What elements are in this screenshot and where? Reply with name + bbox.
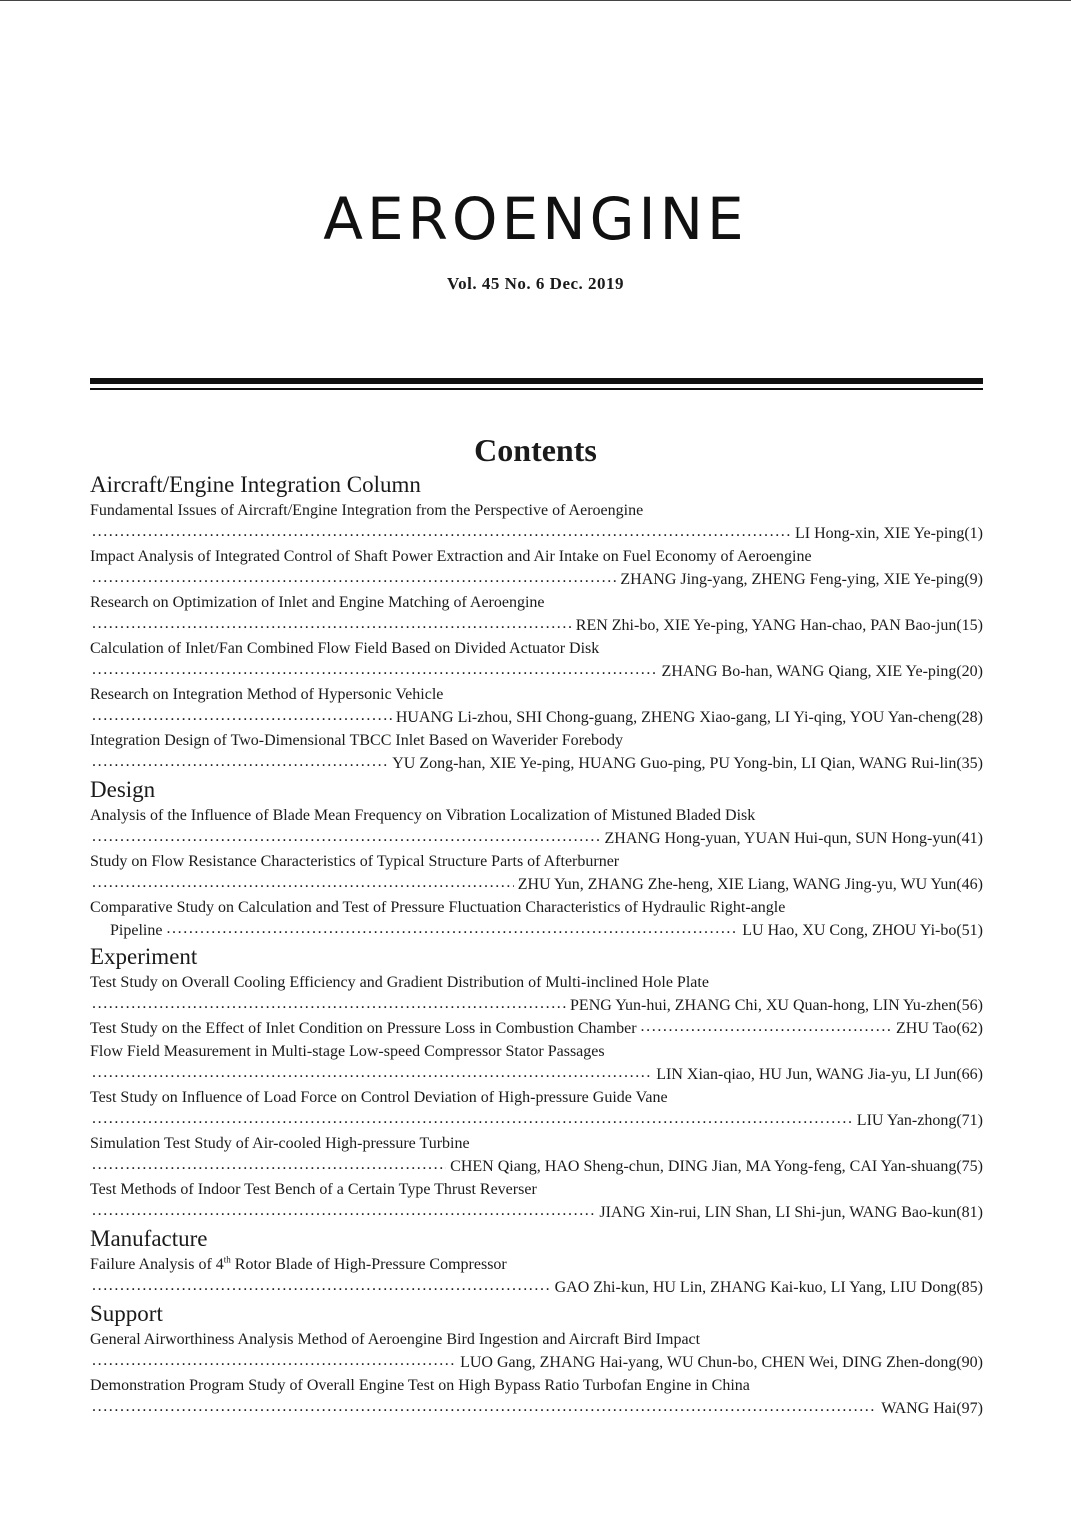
entry-authors: LIN Xian-qiao, HU Jun, WANG Jia-yu, LI Jun: [656, 1066, 957, 1083]
entry-authors: HUANG Li-zhou, SHI Chong-guang, ZHENG Xiao-gang, LI Yi-qing, YOU Yan-cheng: [395, 709, 957, 726]
dot-leader: [92, 660, 658, 683]
entry-authors: LIU Yan-zhong: [856, 1112, 957, 1129]
entry-authors: ZHANG Hong-yuan, YUAN Hui-qun, SUN Hong-yun: [604, 830, 957, 847]
entry-authors-page: [896, 1017, 983, 1040]
dot-leader: [92, 1397, 877, 1420]
journal-name: AEROENGINE: [323, 185, 748, 253]
toc-entry[interactable]: [90, 896, 983, 942]
section-heading: Support: [90, 1301, 163, 1326]
entry-row: [90, 1017, 983, 1040]
entry-authors: LUO Gang, ZHANG Hai-yang, WU Chun-bo, CHEN Wei, DING Zhen-dong: [460, 1354, 957, 1371]
dot-leader: [92, 752, 388, 775]
section-heading: Manufacture: [90, 1226, 208, 1251]
entry-page-number: (1): [964, 525, 983, 542]
entry-page-number: (85): [956, 1279, 983, 1296]
section-heading: Experiment: [90, 944, 198, 969]
toc-entry[interactable]: [90, 850, 983, 896]
entry-authors: GAO Zhi-kun, HU Lin, ZHANG Kai-kuo, LI Yang, LIU Dong: [554, 1279, 957, 1296]
entry-authors: LU Hao, XU Cong, ZHOU Yi-bo: [742, 922, 957, 939]
entry-title: Calculation of Inlet/Fan Combined Flow Field Based on Divided Actuator Disk: [90, 640, 600, 657]
entry-row: [90, 919, 983, 942]
entry-page-number: (51): [956, 922, 983, 939]
entry-authors: REN Zhi-bo, XIE Ye-ping, YANG Han-chao, PAN Bao-jun: [575, 617, 957, 634]
dot-leader: [92, 522, 791, 545]
entry-authors-page: [599, 1201, 983, 1224]
dot-leader: [92, 994, 566, 1017]
entry-page-number: (62): [956, 1020, 983, 1037]
dot-leader: [92, 873, 514, 896]
entry-title: [90, 1253, 983, 1276]
entry-title-part: Failure Analysis of 4: [90, 1256, 224, 1273]
entry-row: [90, 614, 983, 637]
contents-heading: Contents: [474, 432, 597, 468]
toc-entry[interactable]: [90, 729, 983, 775]
entry-title-part: Rotor Blade of High-Pressure Compressor: [230, 1256, 507, 1273]
entry-authors-page: [795, 522, 983, 545]
entry-row: [90, 1397, 983, 1420]
entry-page-number: (71): [956, 1112, 983, 1129]
toc-entry[interactable]: [90, 1178, 983, 1224]
entry-row: [90, 827, 983, 850]
entry-title: Impact Analysis of Integrated Control of Shaft Power Extraction and Air Intake on Fuel Economy of Aeroengine: [90, 548, 812, 565]
entry-row: [90, 873, 983, 896]
entry-row: [90, 1201, 983, 1224]
toc-entry[interactable]: [90, 1374, 983, 1420]
entry-title: General Airworthiness Analysis Method of Aeroengine Bird Ingestion and Aircraft Bird Impact: [90, 1331, 701, 1348]
dot-leader: [92, 1109, 853, 1132]
toc-entry[interactable]: [90, 1253, 983, 1299]
entry-title: Research on Integration Method of Hypersonic Vehicle: [90, 686, 444, 703]
toc-entry[interactable]: [90, 683, 983, 729]
dot-leader: [641, 1017, 892, 1040]
toc-entry[interactable]: [90, 499, 983, 545]
entry-page-number: (97): [956, 1400, 983, 1417]
entry-authors: ZHANG Bo-han, WANG Qiang, XIE Ye-ping: [661, 663, 957, 680]
entry-title: Test Study on Overall Cooling Efficiency and Gradient Distribution of Multi-inclined Hole Plate: [90, 974, 709, 991]
entry-authors-page: [460, 1351, 983, 1374]
page-top-border: [0, 0, 1071, 1]
toc-entry[interactable]: [90, 971, 983, 1017]
entry-page-number: (81): [956, 1204, 983, 1221]
section-heading: Design: [90, 777, 156, 802]
toc-entry[interactable]: [90, 1132, 983, 1178]
entry-page-number: (75): [956, 1158, 983, 1175]
dot-leader: [92, 706, 392, 729]
toc-entry[interactable]: [90, 545, 983, 591]
entry-title: Demonstration Program Study of Overall Engine Test on High Bypass Ratio Turbofan Engine in China: [90, 1377, 750, 1394]
entry-title: Simulation Test Study of Air-cooled High-pressure Turbine: [90, 1135, 470, 1152]
entry-authors: PENG Yun-hui, ZHANG Chi, XU Quan-hong, LIN Yu-zhen: [570, 997, 957, 1014]
toc-entry[interactable]: [90, 1328, 983, 1374]
entry-title: Research on Optimization of Inlet and Engine Matching of Aeroengine: [90, 594, 545, 611]
entry-row: [90, 1109, 983, 1132]
entry-authors-page: [555, 1276, 983, 1299]
toc-entry[interactable]: [90, 591, 983, 637]
entry-authors-page: [450, 1155, 983, 1178]
entry-title: Integration Design of Two-Dimensional TBCC Inlet Based on Waverider Forebody: [90, 732, 624, 749]
entry-title-continued: Pipeline: [110, 922, 163, 939]
entry-title-superscript: th: [223, 1254, 231, 1265]
entry-row: [90, 660, 983, 683]
entry-authors-page: [605, 827, 983, 850]
entry-authors: YU Zong-han, XIE Ye-ping, HUANG Guo-ping, PU Yong-bin, LI Qian, WANG Rui-lin: [392, 755, 957, 772]
entry-authors: ZHU Tao: [895, 1020, 957, 1037]
entry-page-number: (46): [956, 876, 983, 893]
entry-page-number: (15): [956, 617, 983, 634]
entry-authors-page: [518, 873, 983, 896]
entry-authors-page: [392, 752, 983, 775]
issue-info: Vol. 45 No. 6 Dec. 2019: [446, 274, 625, 293]
section-heading: Aircraft/Engine Integration Column: [90, 472, 421, 497]
entry-authors-page: [857, 1109, 983, 1132]
entry-authors: WANG Hai: [881, 1400, 957, 1417]
header-rule-thick: [90, 378, 983, 384]
entry-row: [90, 568, 983, 591]
entry-title: Study on Flow Resistance Characteristics of Typical Structure Parts of Afterburner: [90, 853, 620, 870]
entry-page-number: (35): [956, 755, 983, 772]
entry-row: [90, 1351, 983, 1374]
entry-authors-page: [576, 614, 983, 637]
entry-title: Flow Field Measurement in Multi-stage Low-speed Compressor Stator Passages: [90, 1043, 605, 1060]
entry-row: [90, 522, 983, 545]
entry-authors-page: [570, 994, 983, 1017]
entry-row: [90, 1063, 983, 1086]
dot-leader: [92, 827, 601, 850]
entry-authors: JIANG Xin-rui, LIN Shan, LI Shi-jun, WANG Bao-kun: [599, 1204, 957, 1221]
header-rule-thin: [90, 388, 983, 390]
entry-page-number: (56): [956, 997, 983, 1014]
dot-leader: [92, 568, 616, 591]
entry-page-number: (66): [956, 1066, 983, 1083]
entry-row: [90, 706, 983, 729]
dot-leader: [92, 1063, 652, 1086]
entry-authors-page: [662, 660, 983, 683]
entry-title: Analysis of the Influence of Blade Mean Frequency on Vibration Localization of Mistuned Bladed Disk: [90, 807, 756, 824]
dot-leader: [166, 919, 738, 942]
entry-title: Test Methods of Indoor Test Bench of a Certain Type Thrust Reverser: [90, 1181, 537, 1198]
entry-page-number: (9): [964, 571, 983, 588]
entry-page-number: (90): [956, 1354, 983, 1371]
entry-page-number: (28): [956, 709, 983, 726]
toc-entry[interactable]: [90, 637, 983, 683]
entry-page-number: (41): [956, 830, 983, 847]
entry-page-number: (20): [956, 663, 983, 680]
dot-leader: [92, 614, 572, 637]
entry-row: [90, 1155, 983, 1178]
entry-authors: ZHU Yun, ZHANG Zhe-heng, XIE Liang, WANG Jing-yu, WU Yun: [517, 876, 957, 893]
dot-leader: [92, 1201, 595, 1224]
entry-row: [90, 752, 983, 775]
toc-entry[interactable]: [90, 1040, 983, 1086]
dot-leader: [92, 1155, 446, 1178]
entry-title: Comparative Study on Calculation and Test of Pressure Fluctuation Characteristics of Hydraulic Right-angle: [90, 899, 786, 916]
dot-leader: [92, 1276, 551, 1299]
entry-authors-page: [620, 568, 983, 591]
entry-title: Fundamental Issues of Aircraft/Engine Integration from the Perspective of Aeroengine: [90, 502, 644, 519]
entry-authors: LI Hong-xin, XIE Ye-ping: [795, 525, 965, 542]
entry-authors: ZHANG Jing-yang, ZHENG Feng-ying, XIE Ye-ping: [620, 571, 965, 588]
entry-authors-page: [742, 919, 983, 942]
toc-entry[interactable]: [90, 1086, 983, 1132]
entry-authors-page: [656, 1063, 983, 1086]
entry-row: [90, 994, 983, 1017]
entry-title: Test Study on Influence of Load Force on Control Deviation of High-pressure Guide Vane: [90, 1089, 668, 1106]
entry-title: Test Study on the Effect of Inlet Condition on Pressure Loss in Combustion Chamber: [90, 1020, 637, 1037]
entry-authors-page: [396, 706, 983, 729]
dot-leader: [92, 1351, 456, 1374]
table-of-contents: [90, 470, 983, 1420]
toc-entry[interactable]: [90, 804, 983, 850]
entry-row: [90, 1276, 983, 1299]
entry-authors: CHEN Qiang, HAO Sheng-chun, DING Jian, MA Yong-feng, CAI Yan-shuang: [450, 1158, 957, 1175]
toc-entry[interactable]: [90, 1017, 983, 1040]
entry-authors-page: [881, 1397, 983, 1420]
